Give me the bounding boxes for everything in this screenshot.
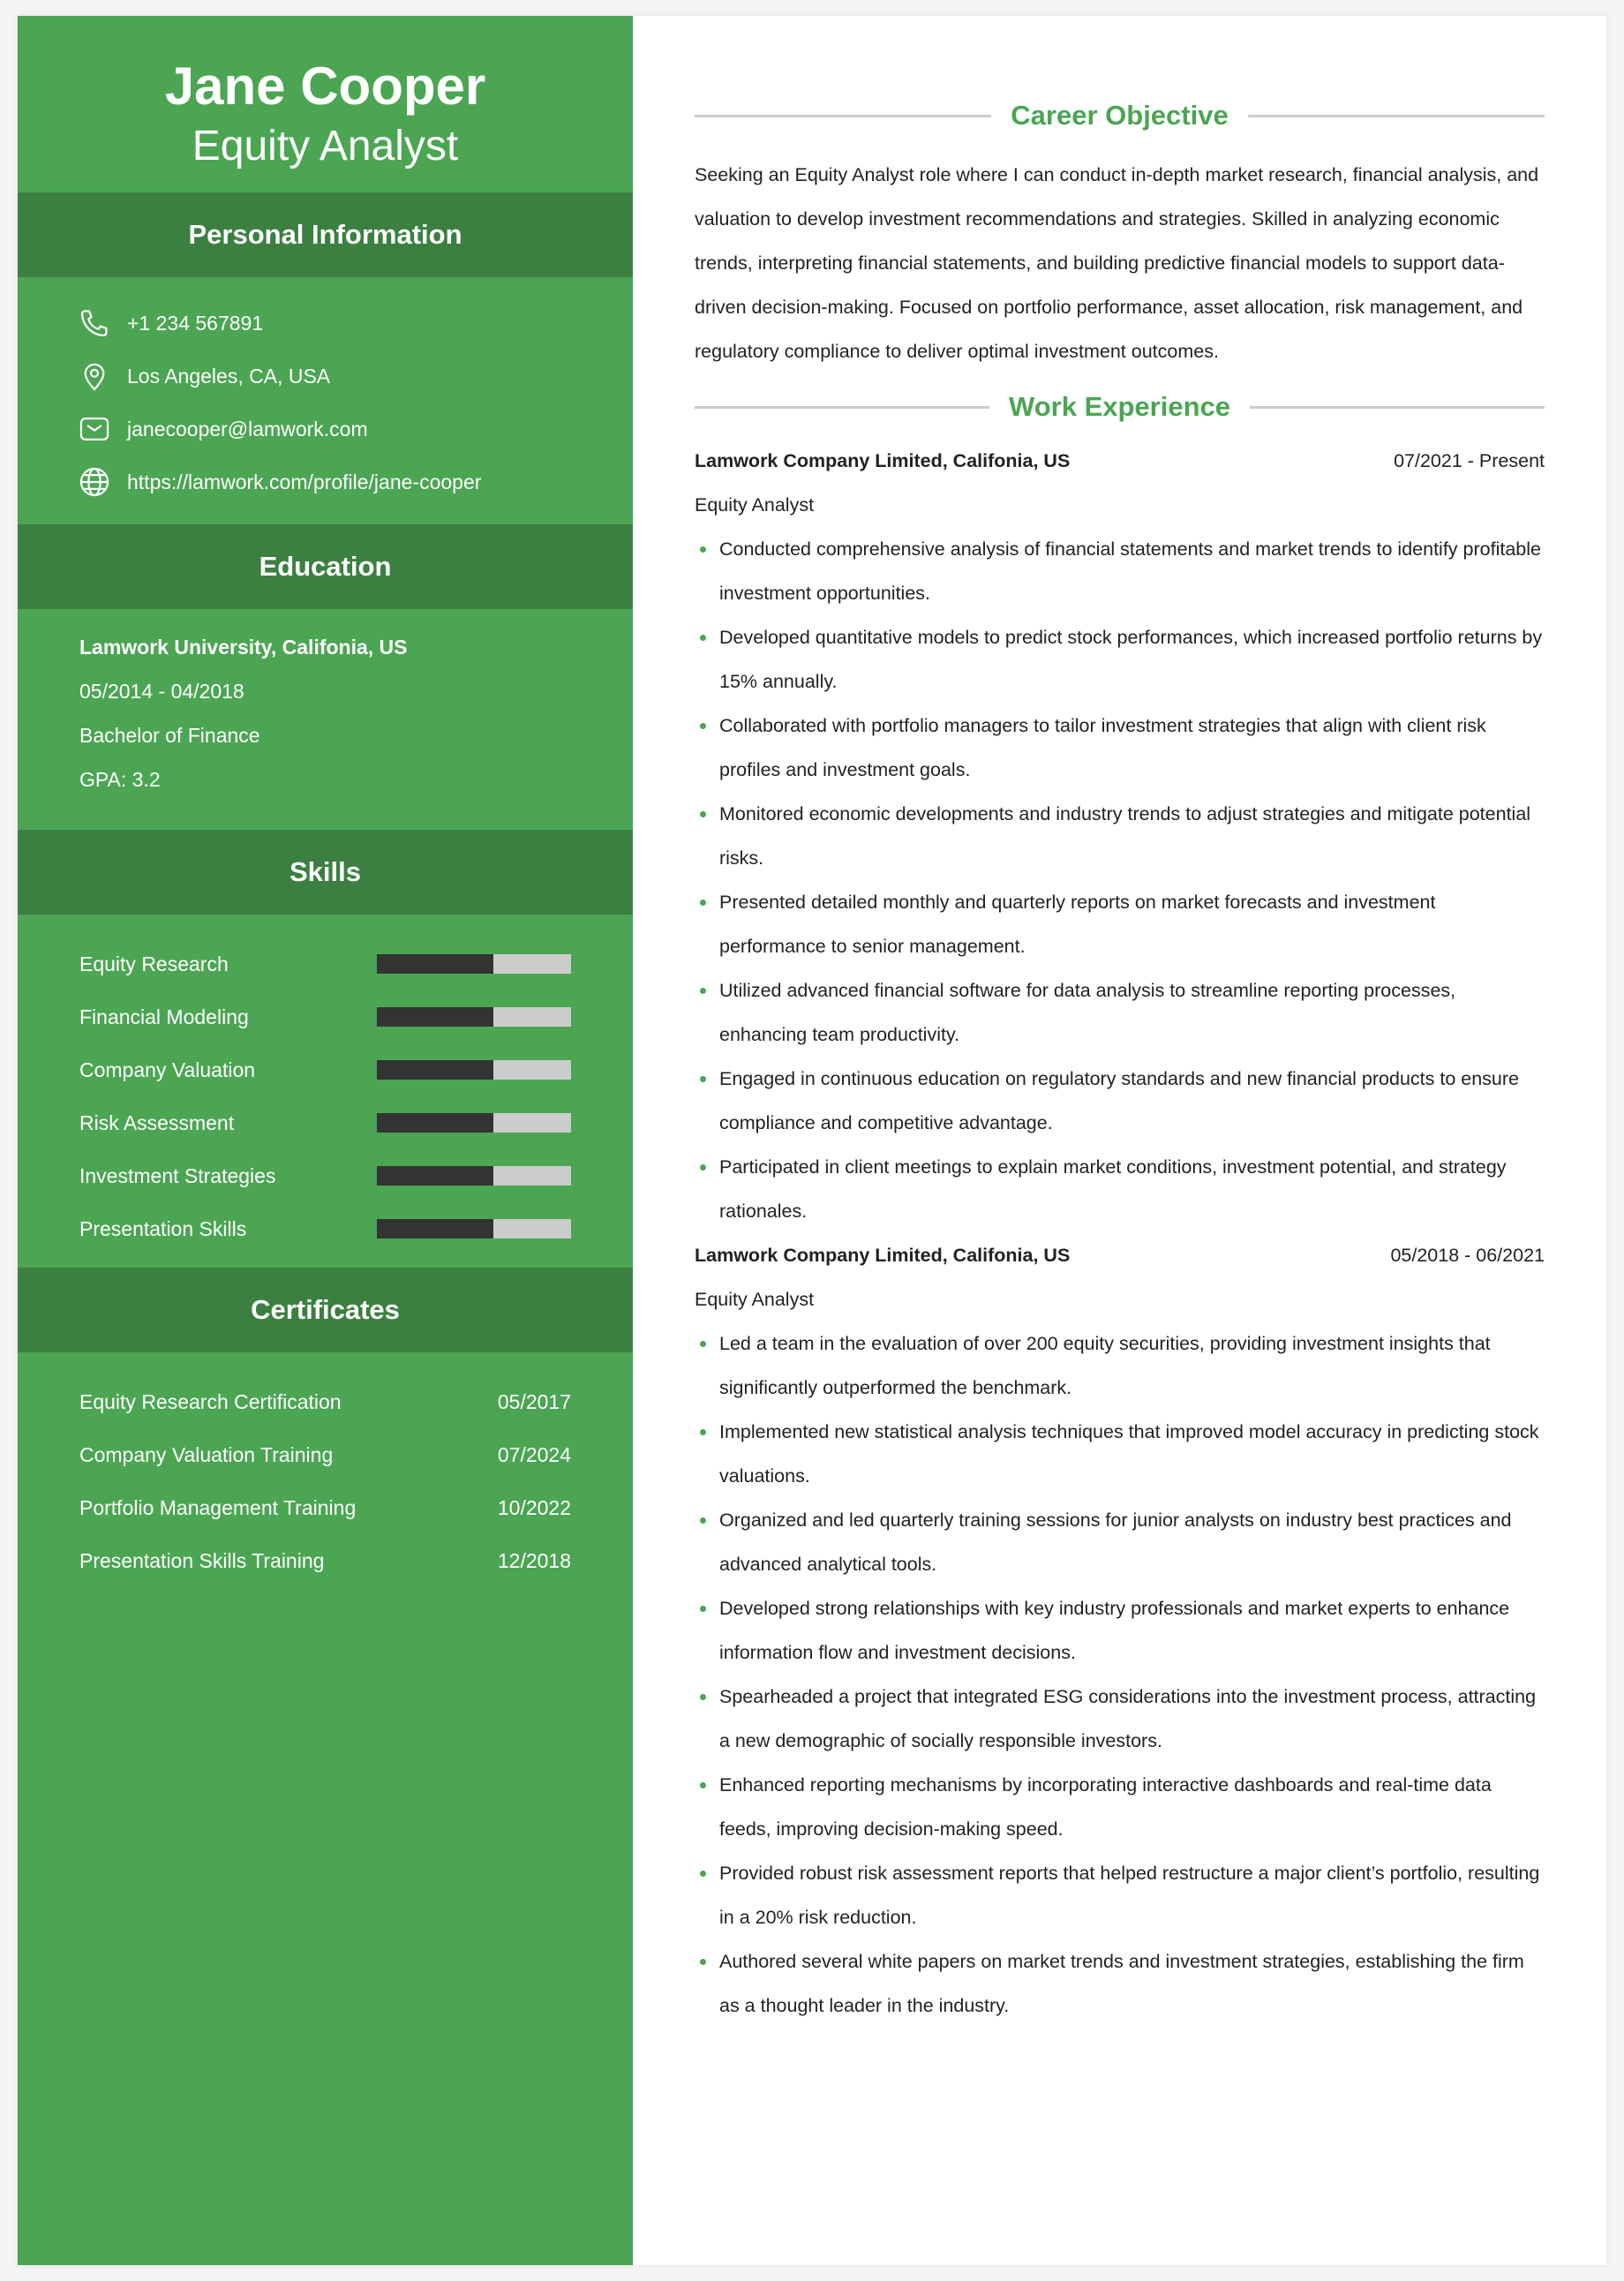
skill-level-bar — [377, 1219, 571, 1238]
skill-item — [79, 1096, 571, 1149]
career-objective-text: Seeking an Equity Analyst role where I can conduct in-depth market research, financial analysis, and valuation to develop investment recommendations and strategies. Skilled in analyzing economic trends, interpreting financial statements, and building predictive financial models to support data-driven decision-making. Focused on portfolio performance, asset allocation, risk management, and regulatory compliance to deliver optimal investment outcomes. — [695, 164, 1539, 362]
skill-name: Presentation Skills — [79, 1216, 247, 1240]
job-role: Equity Analyst — [695, 493, 815, 516]
certificate-item — [79, 1481, 571, 1534]
email-icon — [78, 412, 111, 446]
job-bullet: Presented detailed monthly and quarterly reports on market forecasts and investment performance to senior management. — [695, 880, 1545, 968]
heading-divider — [695, 115, 991, 117]
certificate-name: Equity Research Certification — [79, 1389, 342, 1413]
skill-level-fill — [377, 1166, 493, 1186]
skill-level-fill — [377, 1219, 493, 1238]
education-dates: 05/2014 - 04/2018 — [79, 679, 244, 703]
personal-info-heading: Personal Information — [18, 192, 633, 277]
contact-email[interactable] — [18, 403, 633, 455]
skill-name: Company Valuation — [79, 1058, 256, 1081]
job-header — [695, 439, 1545, 483]
job-entry — [695, 1233, 1545, 2028]
job-dates: 07/2021 - Present — [1394, 449, 1545, 471]
candidate-title: Equity Analyst — [192, 123, 459, 169]
job-bullet: Developed strong relationships with key industry professionals and market experts to enhance information flow and investment decisions. — [695, 1586, 1545, 1675]
job-bullets — [695, 1321, 1545, 2028]
skill-item — [79, 990, 571, 1043]
skill-item — [79, 1149, 571, 1202]
skill-level-bar — [377, 1166, 571, 1186]
phone-icon — [78, 306, 111, 340]
certificate-name: Presentation Skills Training — [79, 1548, 325, 1572]
job-entry — [695, 439, 1545, 1233]
skill-level-fill — [377, 954, 493, 974]
certificate-date: 12/2018 — [497, 1548, 571, 1572]
certificate-name: Company Valuation Training — [79, 1442, 334, 1466]
job-bullet: Spearheaded a project that integrated ESG considerations into the investment process, attracting a new demographic of socially responsible investors. — [695, 1675, 1545, 1763]
job-bullet: Monitored economic developments and industry trends to adjust strategies and mitigate potential risks. — [695, 792, 1545, 880]
skill-item — [79, 937, 571, 990]
certificate-date: 10/2022 — [497, 1495, 571, 1519]
skill-item — [79, 1202, 571, 1255]
job-company: Lamwork Company Limited, Califonia, US — [695, 449, 1071, 471]
contact-list — [18, 277, 633, 524]
job-header — [695, 1233, 1545, 1277]
education-heading: Education — [18, 524, 633, 609]
contact-phone[interactable] — [18, 297, 633, 350]
contact-location[interactable] — [18, 350, 633, 403]
skill-level-bar — [377, 1060, 571, 1080]
career-objective-heading — [695, 89, 1545, 142]
job-bullet: Provided robust risk assessment reports that helped restructure a major client’s portfolio, resulting in a 20% risk reduction. — [695, 1851, 1545, 1939]
contact-location-text: Los Angeles, CA, USA — [127, 364, 331, 388]
education-gpa: GPA: 3.2 — [79, 767, 161, 791]
location-icon — [78, 359, 111, 393]
contact-website-text: https://lamwork.com/profile/jane-cooper — [127, 470, 482, 493]
skill-level-bar — [377, 1113, 571, 1133]
heading-divider — [1248, 115, 1545, 117]
skill-name: Financial Modeling — [79, 1005, 249, 1028]
career-objective-title: Career Objective — [1011, 100, 1229, 131]
certificate-item — [79, 1375, 571, 1428]
work-experience-heading — [695, 380, 1545, 433]
heading-divider — [1250, 406, 1545, 409]
skill-name: Equity Research — [79, 952, 229, 975]
certificate-name: Portfolio Management Training — [79, 1495, 357, 1519]
job-bullet: Implemented new statistical analysis techniques that improved model accuracy in predicting stock valuations. — [695, 1410, 1545, 1498]
job-bullet: Participated in client meetings to explain market conditions, investment potential, and strategy rationales. — [695, 1145, 1545, 1233]
certificate-date: 07/2024 — [497, 1442, 571, 1466]
skills-heading: Skills — [18, 830, 633, 915]
skill-level-fill — [377, 1007, 493, 1027]
skill-level-bar — [377, 1007, 571, 1027]
education-school: Lamwork University, Califonia, US — [79, 635, 408, 659]
skill-name: Investment Strategies — [79, 1163, 276, 1187]
job-bullet: Engaged in continuous education on regulatory standards and new financial products to ensure compliance and competitive advantage. — [695, 1057, 1545, 1145]
skill-level-bar — [377, 954, 571, 974]
job-bullet: Utilized advanced financial software for data analysis to streamline reporting processes, enhancing team productivity. — [695, 968, 1545, 1057]
skill-item — [79, 1043, 571, 1096]
job-bullet: Led a team in the evaluation of over 200 equity securities, providing investment insights that significantly outperformed the benchmark. — [695, 1321, 1545, 1410]
certificate-item — [79, 1534, 571, 1587]
job-bullet: Organized and led quarterly training sessions for junior analysts on industry best practices and advanced analytical tools. — [695, 1498, 1545, 1586]
contact-phone-text: +1 234 567891 — [127, 311, 264, 335]
skill-level-fill — [377, 1060, 493, 1080]
heading-divider — [695, 406, 989, 409]
skill-level-fill — [377, 1113, 493, 1133]
skill-name: Risk Assessment — [79, 1110, 235, 1134]
job-bullet: Collaborated with portfolio managers to tailor investment strategies that align with client risk profiles and investment goals. — [695, 704, 1545, 792]
globe-icon — [78, 465, 111, 499]
job-company: Lamwork Company Limited, Califonia, US — [695, 1244, 1071, 1266]
work-experience-title: Work Experience — [1009, 391, 1230, 422]
certificate-item — [79, 1428, 571, 1481]
job-bullet: Conducted comprehensive analysis of financial statements and market trends to identify profitable investment opportunities. — [695, 527, 1545, 615]
main-content — [695, 16, 1545, 2028]
job-dates: 05/2018 - 06/2021 — [1390, 1244, 1545, 1266]
job-bullet: Enhanced reporting mechanisms by incorporating interactive dashboards and real-time data feeds, improving decision-making speed. — [695, 1763, 1545, 1851]
certificates-heading: Certificates — [18, 1268, 633, 1352]
job-role: Equity Analyst — [695, 1288, 815, 1310]
contact-email-text: janecooper@lamwork.com — [127, 417, 368, 440]
education-degree: Bachelor of Finance — [79, 723, 260, 747]
sidebar — [18, 16, 633, 2265]
resume-header — [18, 16, 633, 192]
certificates-list — [18, 1352, 633, 1587]
job-bullet: Developed quantitative models to predict stock performances, which increased portfolio returns by 15% annually. — [695, 615, 1545, 704]
contact-website[interactable] — [18, 455, 633, 508]
job-bullet: Authored several white papers on market trends and investment strategies, establishing the firm as a thought leader in the industry. — [695, 1939, 1545, 2028]
resume-page — [18, 16, 1606, 2265]
candidate-name: Jane Cooper — [164, 56, 486, 116]
education-section — [18, 609, 633, 830]
skills-list — [18, 915, 633, 1268]
job-bullets — [695, 527, 1545, 1233]
certificate-date: 05/2017 — [497, 1389, 571, 1413]
